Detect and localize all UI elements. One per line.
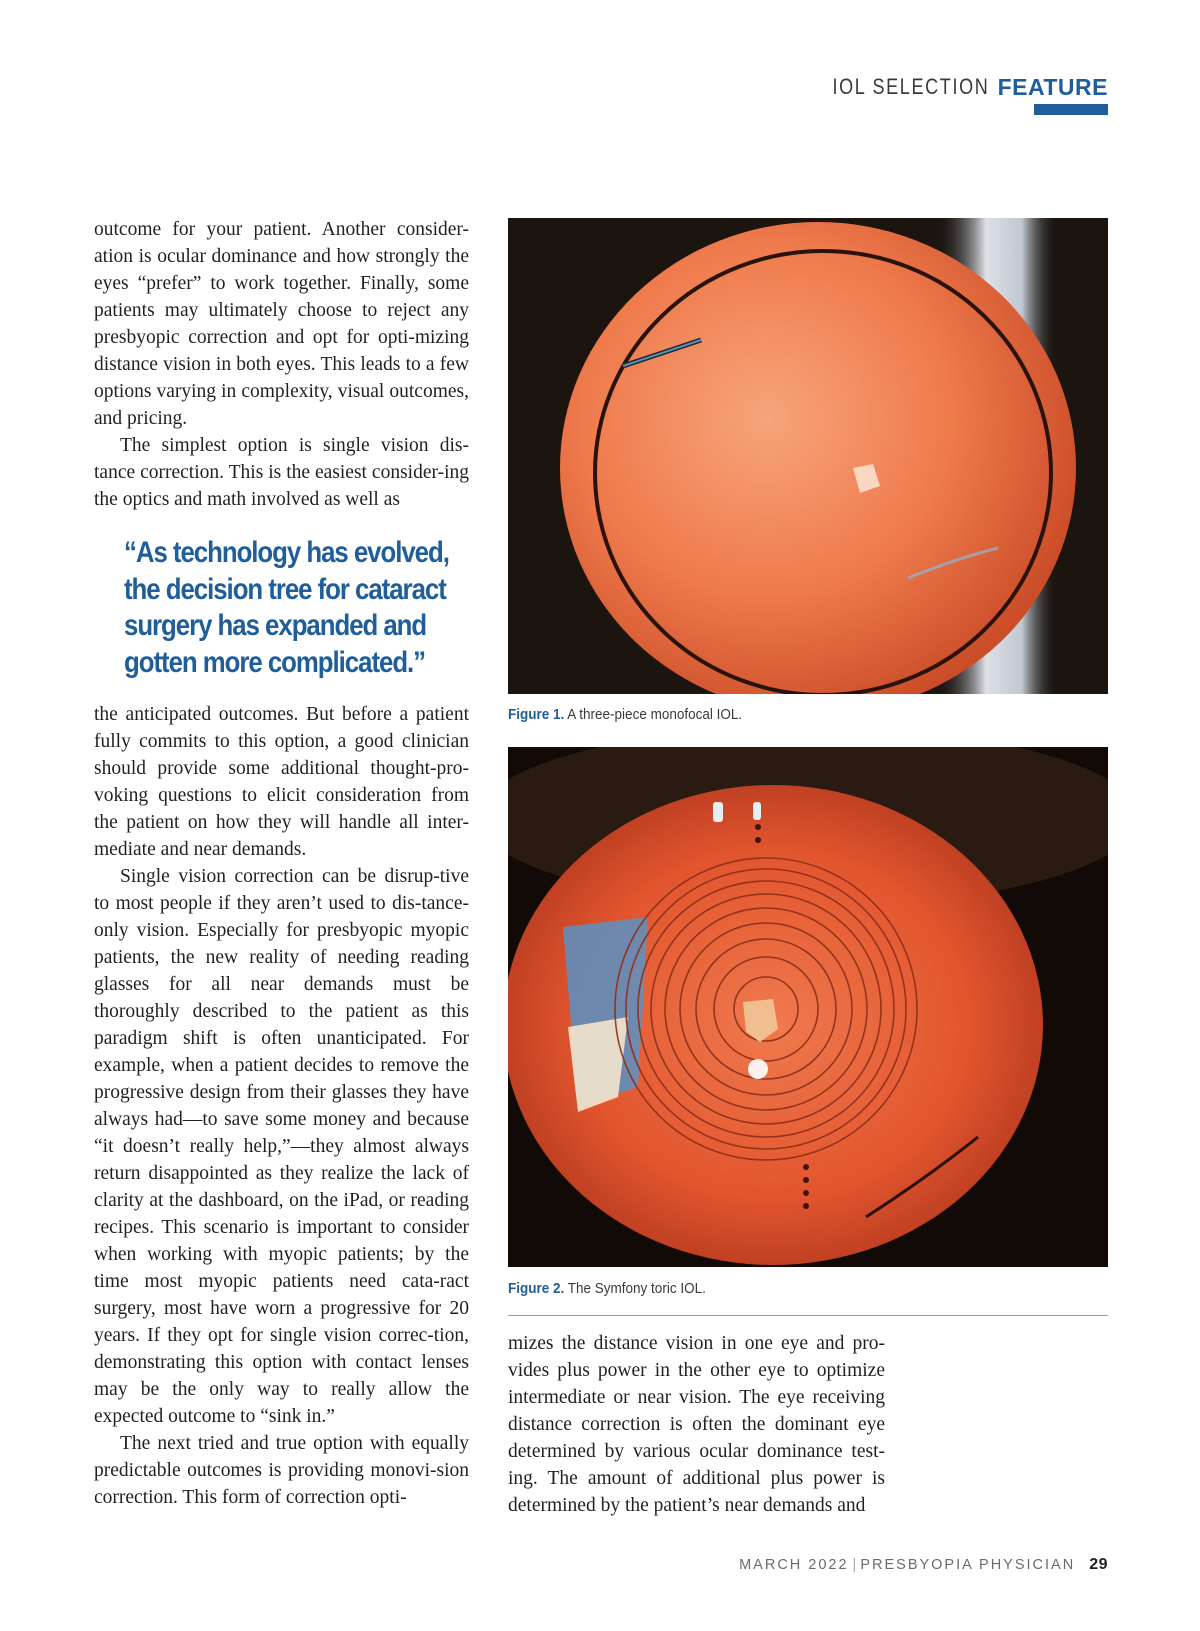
figure-1-caption [508, 706, 742, 723]
pull-quote-line: the decision tree for cataract [124, 572, 446, 606]
feature-label: FEATURE [997, 74, 1108, 100]
section-label: IOL SELECTION [832, 74, 990, 99]
section-divider [508, 1315, 1108, 1316]
pull-quote-line: “As technology has evolved, [124, 536, 449, 569]
iol-symfony-toric-image [508, 747, 1108, 1267]
left-column [94, 216, 469, 1511]
figure-number: Figure 1. [508, 706, 565, 723]
page-number: 29 [1089, 1556, 1108, 1573]
body-paragraph: the anticipated outcomes. But before a patient fully commits to this option, a good clinician should provide some additional thought-pro-voking questions to elicit consideration from the patient on how they will handle all inter-mediate and near demands. [94, 704, 469, 860]
iol-monofocal-image [508, 218, 1108, 694]
publication-name: PRESBYOPIA PHYSICIAN [860, 1557, 1076, 1573]
figure-number: Figure 2. [508, 1280, 565, 1297]
running-header [798, 74, 1108, 115]
pull-quote-line: surgery has expanded and [124, 609, 427, 642]
figure-2-photo [508, 747, 1108, 1267]
feature-bar [1034, 104, 1108, 115]
footer-separator: | [852, 1557, 857, 1573]
pull-quote [124, 535, 459, 681]
body-paragraph: mizes the distance vision in one eye and pro-vides plus power in the other eye to optimize intermediate or near vision. The eye receiving distance correction is often the dominant eye determined by various ocular dominance test-ing. The amount of additional plus power is determined by the patient’s near demands and [508, 1333, 885, 1516]
pull-quote-line: gotten more complicated.” [124, 645, 426, 679]
body-paragraph: outcome for your patient. Another consider-ation is ocular dominance and how strongly the eyes “prefer” to work together. Finally, some patients may ultimately choose to reject any presbyopic correction and opt for opti-mizing distance vision in both eyes. This leads to a few options varying in complexity, visual outcomes, and pricing. [94, 219, 469, 429]
issue-date: MARCH 2022 [739, 1557, 849, 1573]
feature-tag [998, 74, 1108, 115]
page-footer [739, 1556, 1108, 1574]
figure-2-caption [508, 1280, 706, 1297]
body-paragraph: The simplest option is single vision dis-tance correction. This is the easiest consider-ing the optics and math involved as well as [94, 435, 469, 510]
caption-text: The Symfony toric IOL. [567, 1280, 706, 1297]
caption-text: A three-piece monofocal IOL. [567, 706, 743, 723]
figure-1-photo [508, 218, 1108, 694]
body-paragraph: The next tried and true option with equally predictable outcomes is providing monovi-sion correction. This form of correction opti- [94, 1433, 469, 1508]
right-column [508, 1330, 885, 1519]
body-paragraph: Single vision correction can be disrup-tive to most people if they aren’t used to dis-tance-only vision. Especially for presbyopic myopic patients, the new reality of needing reading glasses for all near demands must be thoroughly described to the patient as this paradigm shift is often unanticipated. For example, when a patient decides to remove the progressive design from their glasses they have always had—to save some money and because “it doesn’t really help,”—they almost always return disappointed as they realize the lack of clarity at the dashboard, on the iPad, or reading recipes. This scenario is important to consider when working with myopic patients; by the time most myopic patients need cata-ract surgery, most have worn a progressive for 20 years. If they opt for single vision correc-tion, demonstrating this option with contact lenses may be the only way to really allow the expected outcome to “sink in.” [94, 866, 469, 1427]
